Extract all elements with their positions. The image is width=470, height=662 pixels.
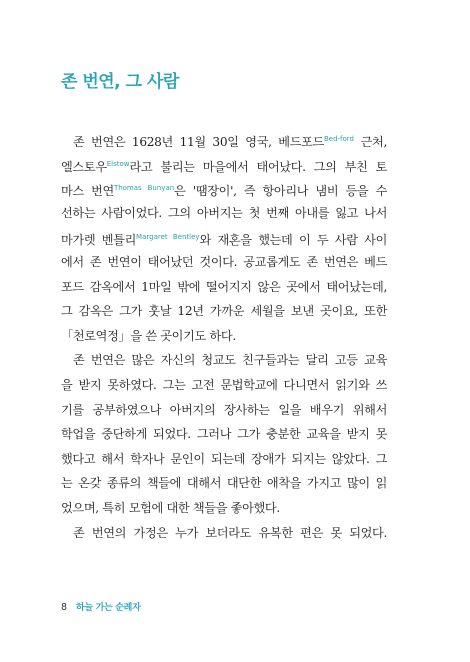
p1-line-5 <box>61 225 387 250</box>
p2-line-7: 었으며, 특히 모험에 대한 책들을 좋아했다. <box>61 500 280 515</box>
gloss-thomas-bunyan: Thomas Bunyan <box>113 184 175 193</box>
p1-line-3 <box>61 176 387 201</box>
p1-line-7: 포드 감옥에서 1마일 밖에 떨어지지 않은 곳에서 태어났는데, <box>61 279 387 294</box>
p1-line-1 <box>61 127 387 152</box>
text-run: 엘스토우 <box>61 159 107 174</box>
running-title: 하늘 가는 순례자 <box>76 603 141 613</box>
text-run: 존 번연은 1628년 11월 30일 영국, 베드포드 <box>73 135 324 149</box>
p2-line-2: 을 받지 못하였다. 그는 고전 문법학교에 다니면서 읽기와 쓰 <box>61 377 387 392</box>
p2-line-5: 했다고 해서 학자나 문인이 되는데 장애가 되지는 않았다. 그 <box>61 451 387 466</box>
text-run: 마가렛 벤틀리 <box>61 233 137 248</box>
p1-line-4: 선하는 사람이었다. 그의 아버지는 첫 번째 아내를 잃고 나서 <box>61 205 387 220</box>
gloss-elstow: Elstow <box>106 159 130 168</box>
page-number: 8 <box>61 602 68 613</box>
p2-line-1: 존 번연은 많은 자신의 청교도 친구들과는 달리 고등 교육 <box>73 353 387 368</box>
p3-line-1: 존 번연의 가정은 누가 보더라도 유복한 편은 못 되었다. <box>73 525 387 540</box>
p1-line-9: 「천로역정」을 쓴 곳이기도 하다. <box>61 328 236 343</box>
text-run: 라고 불리는 마을에서 태어났다. 그의 부친 토 <box>129 159 387 174</box>
gloss-bedford: Bed-ford <box>323 135 354 143</box>
p1-line-2 <box>61 152 387 177</box>
p1-line-6: 에서 존 번연이 태어났던 것이다. 공교롭게도 존 번연은 베드 <box>61 254 387 269</box>
text-run: 와 재혼을 했는데 이 두 사람 사이 <box>199 233 387 248</box>
p1-line-8: 그 감옥은 그가 훗날 12년 가까운 세월을 보낸 곳이요, 또한 <box>61 304 387 319</box>
body-text <box>61 127 387 545</box>
chapter-heading: 존 번연, 그 사람 <box>61 72 179 92</box>
p2-line-3: 기를 공부하였으나 아버지의 장사하는 일을 배우기 위해서 <box>61 402 387 417</box>
page-footer <box>61 600 140 613</box>
text-run: 마스 번연 <box>61 184 114 199</box>
gloss-margaret-bentley: Margaret Bentley <box>136 233 200 242</box>
text-run: 근처, <box>354 135 387 149</box>
p2-line-4: 학업을 중단하게 되었다. 그러나 그가 충분한 교육을 받지 못 <box>61 427 387 442</box>
p2-line-6: 는 온갖 종류의 책들에 대해서 대단한 애착을 가지고 많이 읽 <box>61 476 387 491</box>
text-run: 은 '땜장이', 즉 항아리나 냄비 등을 수 <box>174 184 388 199</box>
